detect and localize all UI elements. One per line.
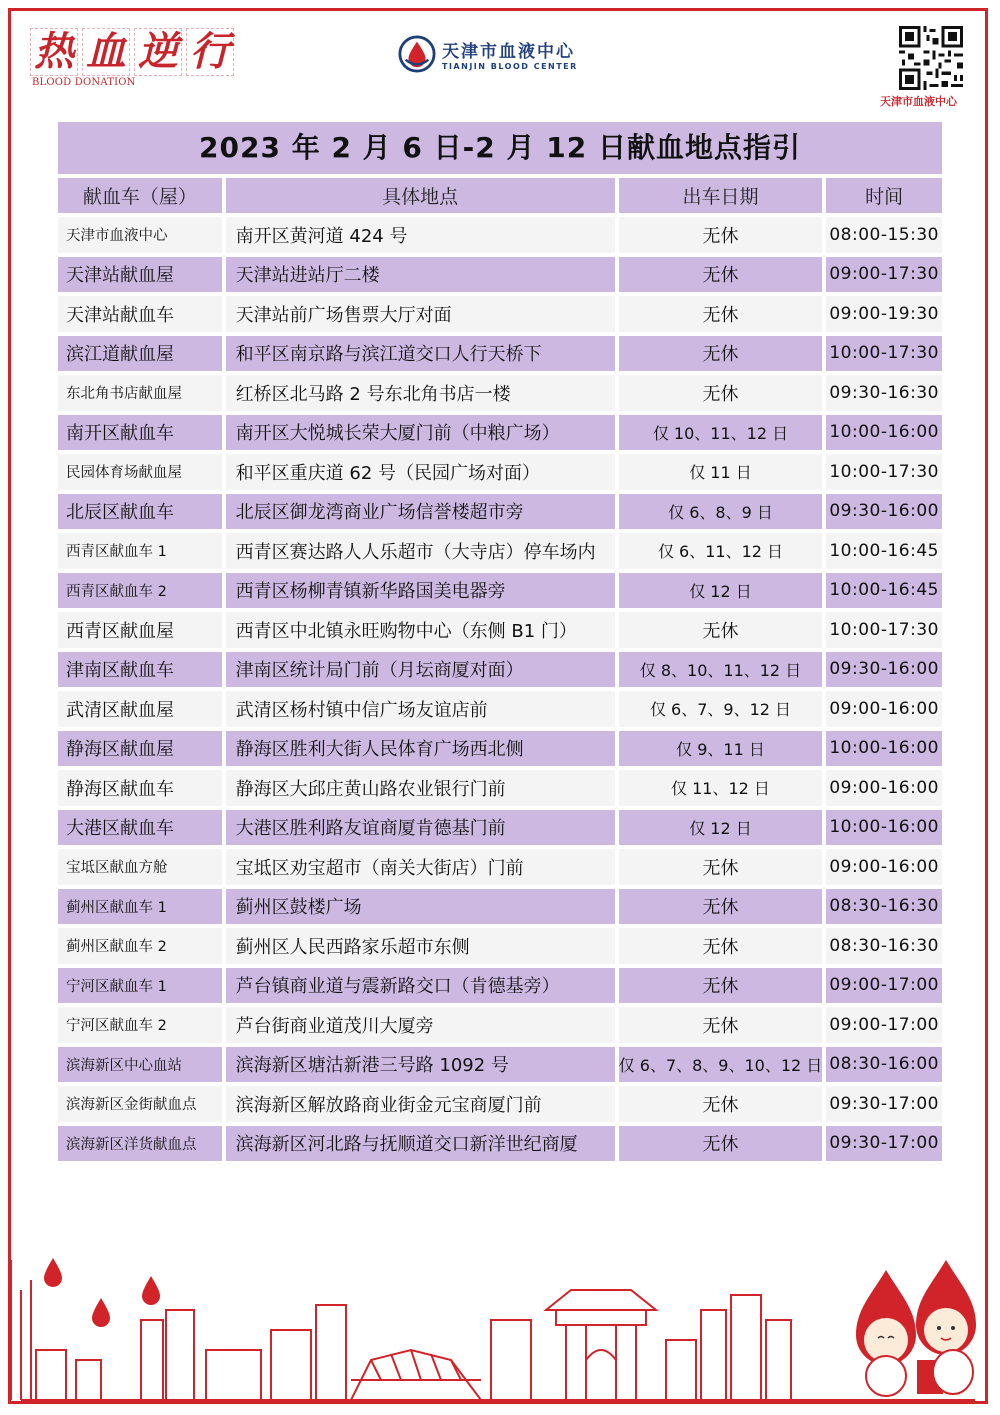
- qr-code-label: 天津市血液中心: [880, 95, 957, 108]
- mascot-right: [916, 1260, 976, 1394]
- cell-time: 08:30-16:30: [826, 889, 942, 925]
- table-row: [58, 415, 942, 451]
- cell-time: 10:00-17:30: [826, 454, 942, 490]
- table-row: [58, 217, 942, 253]
- cell-address: 宝坻区劝宝超市（南关大街店）门前: [226, 849, 615, 885]
- col-header-date: 出车日期: [619, 178, 823, 213]
- table-row: [58, 257, 942, 293]
- table-row: [58, 810, 942, 846]
- cell-address: 西青区赛达路人人乐超市（大寺店）停车场内: [226, 533, 615, 569]
- cell-date: 仅 12 日: [619, 810, 823, 846]
- cell-date: 仅 6、7、8、9、10、12 日: [619, 1047, 823, 1083]
- col-header-vehicle: 献血车（屋）: [58, 178, 222, 213]
- cell-time: 09:00-17:30: [826, 257, 942, 293]
- table-row: [58, 533, 942, 569]
- cell-date: 仅 10、11、12 日: [619, 415, 823, 451]
- cell-time: 09:30-16:00: [826, 652, 942, 688]
- cell-vehicle: 天津站献血屋: [58, 257, 222, 293]
- blood-drop-logo-icon: [398, 35, 436, 73]
- cell-time: 10:00-16:00: [826, 810, 942, 846]
- cell-date: 仅 11 日: [619, 454, 823, 490]
- cell-date: 无休: [619, 612, 823, 648]
- table-row: [58, 1126, 942, 1162]
- table-row: [58, 573, 942, 609]
- cell-vehicle: 西青区献血车 1: [58, 533, 222, 569]
- cell-address: 西青区中北镇永旺购物中心（东侧 B1 门）: [226, 612, 615, 648]
- cell-time: 09:00-17:00: [826, 1007, 942, 1043]
- cell-date: 无休: [619, 1126, 823, 1162]
- col-header-time: 时间: [826, 178, 942, 213]
- cell-date: 仅 12 日: [619, 573, 823, 609]
- logo-char-3: 逆: [134, 28, 182, 76]
- cell-time: 08:30-16:30: [826, 928, 942, 964]
- cell-vehicle: 北辰区献血车: [58, 494, 222, 530]
- table-header-row: [58, 178, 942, 213]
- cell-date: 仅 11、12 日: [619, 770, 823, 806]
- cell-vehicle: 静海区献血屋: [58, 731, 222, 767]
- cell-date: 无休: [619, 257, 823, 293]
- cell-address: 津南区统计局门前（月坛商厦对面）: [226, 652, 615, 688]
- qr-code-icon[interactable]: [899, 26, 963, 90]
- table-body: [58, 217, 942, 1161]
- cell-address: 北辰区御龙湾商业广场信誉楼超市旁: [226, 494, 615, 530]
- cell-time: 10:00-16:00: [826, 415, 942, 451]
- cell-time: 09:00-16:00: [826, 849, 942, 885]
- cell-vehicle: 宁河区献血车 1: [58, 968, 222, 1004]
- cell-vehicle: 宁河区献血车 2: [58, 1007, 222, 1043]
- cell-time: 09:30-17:00: [826, 1126, 942, 1162]
- cell-vehicle: 西青区献血屋: [58, 612, 222, 648]
- cell-address: 天津站前广场售票大厅对面: [226, 296, 615, 332]
- cell-vehicle: 津南区献血车: [58, 652, 222, 688]
- blood-drop-icon: [92, 1298, 110, 1327]
- cell-address: 南开区黄河道 424 号: [226, 217, 615, 253]
- cell-date: 仅 6、7、9、12 日: [619, 691, 823, 727]
- table-row: [58, 454, 942, 490]
- logo-subtitle: BLOOD DONATION: [32, 77, 136, 88]
- cell-vehicle: 蓟州区献血车 2: [58, 928, 222, 964]
- cell-date: 无休: [619, 928, 823, 964]
- cell-address: 蓟州区鼓楼广场: [226, 889, 615, 925]
- cell-address: 大港区胜利路友谊商厦肯德基门前: [226, 810, 615, 846]
- table-row: [58, 1007, 942, 1043]
- table-row: [58, 968, 942, 1004]
- table-row: [58, 652, 942, 688]
- cell-address: 滨海新区河北路与抚顺道交口新洋世纪商厦: [226, 1126, 615, 1162]
- logo-char-1: 热: [30, 28, 78, 76]
- cell-vehicle: 滨海新区中心血站: [58, 1047, 222, 1083]
- cell-vehicle: 天津站献血车: [58, 296, 222, 332]
- cell-address: 天津站进站厅二楼: [226, 257, 615, 293]
- cell-address: 红桥区北马路 2 号东北角书店一楼: [226, 375, 615, 411]
- cell-time: 10:00-16:45: [826, 573, 942, 609]
- cell-vehicle: 静海区献血车: [58, 770, 222, 806]
- table-row: [58, 336, 942, 372]
- col-header-address: 具体地点: [226, 178, 615, 213]
- cell-date: 仅 8、10、11、12 日: [619, 652, 823, 688]
- cell-time: 09:30-16:00: [826, 494, 942, 530]
- blood-drop-icon: [142, 1276, 160, 1305]
- table-row: [58, 731, 942, 767]
- cell-date: 无休: [619, 217, 823, 253]
- cell-vehicle: 西青区献血车 2: [58, 573, 222, 609]
- cell-date: 仅 9、11 日: [619, 731, 823, 767]
- cell-time: 09:00-16:00: [826, 770, 942, 806]
- table-row: [58, 296, 942, 332]
- cell-time: 08:30-16:00: [826, 1047, 942, 1083]
- cell-address: 芦台镇商业道与震新路交口（肯德基旁）: [226, 968, 615, 1004]
- cell-address: 和平区南京路与滨江道交口人行天桥下: [226, 336, 615, 372]
- cell-vehicle: 滨江道献血屋: [58, 336, 222, 372]
- cell-vehicle: 民园体育场献血屋: [58, 454, 222, 490]
- table-row: [58, 849, 942, 885]
- cell-time: 10:00-16:00: [826, 731, 942, 767]
- cell-vehicle: 天津市血液中心: [58, 217, 222, 253]
- cell-time: 09:30-16:30: [826, 375, 942, 411]
- cell-date: 无休: [619, 375, 823, 411]
- cell-date: 无休: [619, 968, 823, 1004]
- cell-address: 蓟州区人民西路家乐超市东侧: [226, 928, 615, 964]
- cell-vehicle: 滨海新区洋货献血点: [58, 1126, 222, 1162]
- cell-vehicle: 蓟州区献血车 1: [58, 889, 222, 925]
- cell-address: 静海区胜利大街人民体育广场西北侧: [226, 731, 615, 767]
- cell-vehicle: 东北角书店献血屋: [58, 375, 222, 411]
- mascot-left: [856, 1270, 916, 1396]
- cell-address: 滨海新区解放路商业街金元宝商厦门前: [226, 1086, 615, 1122]
- cell-vehicle: 宝坻区献血方舱: [58, 849, 222, 885]
- cell-date: 仅 6、11、12 日: [619, 533, 823, 569]
- cell-date: 无休: [619, 849, 823, 885]
- cell-address: 南开区大悦城长荣大厦门前（中粮广场）: [226, 415, 615, 451]
- cell-date: 无休: [619, 296, 823, 332]
- cell-address: 和平区重庆道 62 号（民园广场对面）: [226, 454, 615, 490]
- cell-address: 西青区杨柳青镇新华路国美电器旁: [226, 573, 615, 609]
- blood-drop-icon: [44, 1258, 62, 1287]
- logo-char-4: 行: [186, 28, 234, 76]
- table-row: [58, 494, 942, 530]
- cell-vehicle: 滨海新区金街献血点: [58, 1086, 222, 1122]
- cell-vehicle: 大港区献血车: [58, 810, 222, 846]
- cell-date: 无休: [619, 889, 823, 925]
- cell-date: 无休: [619, 336, 823, 372]
- cell-address: 武清区杨村镇中信广场友谊店前: [226, 691, 615, 727]
- table-row: [58, 1047, 942, 1083]
- blood-center-logo: [398, 34, 578, 74]
- cell-time: 09:00-19:30: [826, 296, 942, 332]
- table-row: [58, 928, 942, 964]
- cell-date: 无休: [619, 1007, 823, 1043]
- cell-time: 08:00-15:30: [826, 217, 942, 253]
- cell-date: 无休: [619, 1086, 823, 1122]
- cell-date: 仅 6、8、9 日: [619, 494, 823, 530]
- table-row: [58, 1086, 942, 1122]
- city-skyline-illustration: [11, 1250, 985, 1402]
- schedule-table: [54, 174, 946, 1165]
- cell-address: 静海区大邱庄黄山路农业银行门前: [226, 770, 615, 806]
- cell-time: 10:00-17:30: [826, 612, 942, 648]
- table-row: [58, 375, 942, 411]
- cell-time: 10:00-17:30: [826, 336, 942, 372]
- cell-time: 10:00-16:45: [826, 533, 942, 569]
- cell-time: 09:00-17:00: [826, 968, 942, 1004]
- cell-vehicle: 武清区献血屋: [58, 691, 222, 727]
- cell-time: 09:30-17:00: [826, 1086, 942, 1122]
- blood-donation-logo: [30, 28, 245, 92]
- table-row: [58, 691, 942, 727]
- donation-schedule-table: [58, 122, 942, 1165]
- blood-center-name-en: TIANJIN BLOOD CENTER: [442, 62, 578, 71]
- cell-address: 滨海新区塘沽新港三号路 1092 号: [226, 1047, 615, 1083]
- table-row: [58, 612, 942, 648]
- logo-char-2: 血: [82, 28, 130, 76]
- cell-address: 芦台街商业道茂川大厦旁: [226, 1007, 615, 1043]
- blood-center-name-cn: 天津市血液中心: [442, 42, 575, 62]
- table-row: [58, 889, 942, 925]
- cell-time: 09:00-16:00: [826, 691, 942, 727]
- cell-vehicle: 南开区献血车: [58, 415, 222, 451]
- page-title: 2023 年 2 月 6 日-2 月 12 日献血地点指引: [58, 122, 942, 174]
- table-row: [58, 770, 942, 806]
